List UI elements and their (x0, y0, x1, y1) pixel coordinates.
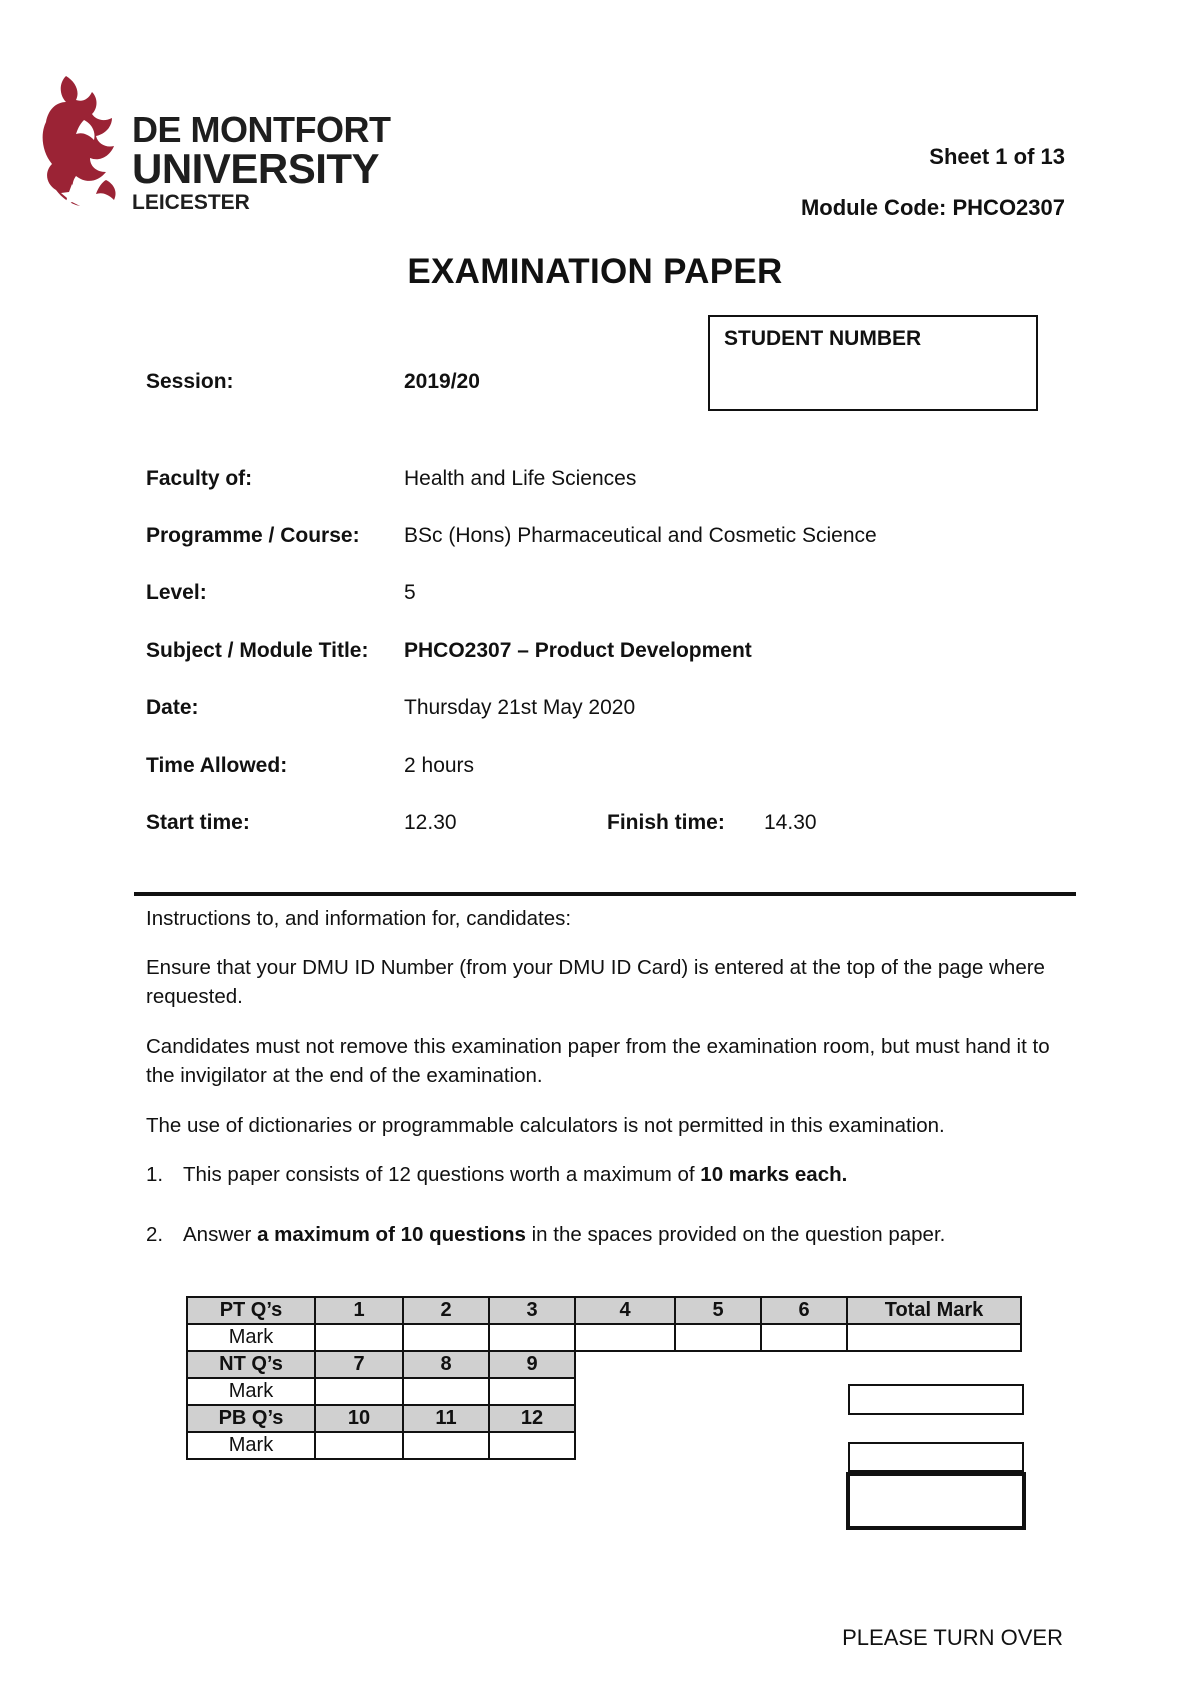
question-header-2: 2 (403, 1297, 489, 1324)
total-mark-box-nt[interactable] (848, 1384, 1024, 1415)
mark-cell-2[interactable] (403, 1324, 489, 1351)
logo-line-3: LEICESTER (132, 191, 250, 214)
griffin-crest-icon (36, 72, 136, 222)
question-header-1: 1 (315, 1297, 403, 1324)
total-mark-header: Total Mark (847, 1297, 1021, 1324)
total-mark-cell-pt[interactable] (847, 1324, 1021, 1351)
instruction-para-2: Candidates must not remove this examination paper from the examination room, but must hand it to the invigilator at the end of the examination. (146, 1035, 1050, 1087)
student-number-label: STUDENT NUMBER (724, 327, 922, 350)
pt-questions-label: PT Q’s (187, 1297, 315, 1324)
date-value: Thursday 21st May 2020 (404, 696, 636, 719)
programme-label: Programme / Course: (146, 524, 360, 547)
mark-cell-10[interactable] (315, 1432, 403, 1459)
table-row (187, 1351, 1021, 1378)
subject-value: PHCO2307 – Product Development (404, 639, 752, 662)
list-item-2-text-a: Answer (183, 1223, 258, 1246)
question-header-11: 11 (403, 1405, 489, 1432)
question-header-5: 5 (675, 1297, 761, 1324)
nt-questions-label: NT Q’s (187, 1351, 315, 1378)
sheet-number: Sheet 1 of 13 (929, 144, 1065, 169)
university-logo (36, 72, 396, 222)
instructions-heading: Instructions to, and information for, candidates: (146, 907, 572, 930)
list-item-2-number: 2. (146, 1223, 164, 1246)
mark-cell-8[interactable] (403, 1378, 489, 1405)
list-item-2 (183, 1223, 1063, 1247)
table-row (187, 1324, 1021, 1351)
mark-cell-9[interactable] (489, 1378, 575, 1405)
mark-row-label: Mark (187, 1432, 315, 1459)
question-header-10: 10 (315, 1405, 403, 1432)
table-row (187, 1297, 1021, 1324)
session-label: Session: (146, 370, 234, 393)
instruction-para-1: Ensure that your DMU ID Number (from your DMU ID Card) is entered at the top of the page where requested. (146, 956, 1045, 1008)
question-header-3: 3 (489, 1297, 575, 1324)
page-title: EXAMINATION PAPER (407, 252, 783, 291)
table-spacer (575, 1351, 1021, 1378)
session-value: 2019/20 (404, 370, 480, 393)
subject-label: Subject / Module Title: (146, 639, 369, 662)
module-code: Module Code: PHCO2307 (800, 195, 1065, 220)
finish-time-value: 14.30 (764, 811, 817, 834)
mark-cell-11[interactable] (403, 1432, 489, 1459)
level-label: Level: (146, 581, 207, 604)
list-item-1-emphasis: 10 marks each. (700, 1163, 848, 1186)
mark-cell-3[interactable] (489, 1324, 575, 1351)
start-time-label: Start time: (146, 811, 250, 834)
mark-cell-12[interactable] (489, 1432, 575, 1459)
list-item-2-text-b: in the spaces provided on the question paper. (525, 1223, 946, 1246)
finish-time-label: Finish time: (607, 811, 725, 834)
list-item-1-number: 1. (146, 1163, 164, 1186)
logo-line-2: UNIVERSITY (132, 145, 380, 192)
programme-value: BSc (Hons) Pharmaceutical and Cosmetic Science (404, 524, 877, 547)
time-allowed-label: Time Allowed: (146, 754, 288, 777)
pb-questions-label: PB Q’s (187, 1405, 315, 1432)
question-header-8: 8 (403, 1351, 489, 1378)
question-header-12: 12 (489, 1405, 575, 1432)
question-header-6: 6 (761, 1297, 847, 1324)
mark-cell-6[interactable] (761, 1324, 847, 1351)
time-allowed-value: 2 hours (404, 754, 475, 777)
mark-cell-1[interactable] (315, 1324, 403, 1351)
grand-total-box[interactable] (846, 1472, 1026, 1530)
mark-row-label: Mark (187, 1324, 315, 1351)
start-time-value: 12.30 (404, 811, 457, 834)
date-label: Date: (146, 696, 199, 719)
total-mark-box-pb[interactable] (848, 1442, 1024, 1472)
question-header-9: 9 (489, 1351, 575, 1378)
footer-turn-over: PLEASE TURN OVER (842, 1625, 1063, 1650)
question-header-7: 7 (315, 1351, 403, 1378)
marks-table (186, 1296, 1022, 1460)
mark-cell-4[interactable] (575, 1324, 675, 1351)
faculty-value: Health and Life Sciences (404, 467, 637, 490)
section-divider (134, 892, 1076, 896)
list-item-1-text: This paper consists of 12 questions worth a maximum of (183, 1163, 701, 1186)
faculty-label: Faculty of: (146, 467, 253, 490)
logo-line-1: DE MONTFORT (132, 109, 391, 150)
mark-cell-7[interactable] (315, 1378, 403, 1405)
list-item-1 (183, 1163, 1063, 1187)
question-header-4: 4 (575, 1297, 675, 1324)
list-item-2-emphasis: a maximum of 10 questions (257, 1223, 526, 1246)
instruction-para-3: The use of dictionaries or programmable calculators is not permitted in this examination. (146, 1114, 945, 1137)
level-value: 5 (404, 581, 416, 604)
mark-row-label: Mark (187, 1378, 315, 1405)
student-number-box[interactable] (708, 315, 1038, 411)
mark-cell-5[interactable] (675, 1324, 761, 1351)
